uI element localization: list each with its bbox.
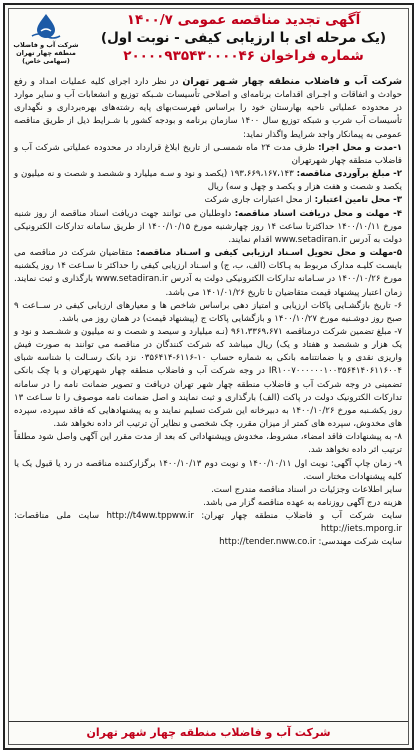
intro-lead: شرکت آب و فاضلاب منطقه چهار شـهر تهران — [182, 76, 402, 87]
item-title: ۴- مهلت و محل دریافت اسناد مناقصه: — [234, 208, 402, 219]
item-ad-cost — [14, 497, 402, 510]
notice-body — [14, 75, 402, 550]
notice-footer: شرکت آب و فاضلاب منطقه چهار شهر تهران — [9, 721, 408, 744]
item-text: سایت شرکت مهندسی: http://tender.nww.co.ir — [219, 537, 402, 548]
item-text: ۸- به پیشنهادات فاقد امضاء، مشروط، مخدوش وپیشنهاداتی که بعد از مدت مقرر این آگهی واصل شود مطلقاً ترتیب اثر داده نخواهد شد. — [14, 432, 402, 456]
item-text: از محل اعتبارات جاری شرکت — [204, 195, 315, 206]
item-2 — [14, 168, 402, 194]
intro-paragraph — [14, 75, 402, 142]
item-text: ۹- زمان چاپ آگهی: نوبت اول ۱۴۰۰/۱۰/۱۱ و نوبت دوم ۱۴۰۰/۱۰/۱۳ برگزارکننده مناقصه در رد یا قبول یک یا کلیه پیشنهادات مختار است. — [14, 458, 402, 482]
item-text: ظرف مدت ۲۴ ماه شمسـی از تاریخ ابلاغ قرارداد در محدوده عملیاتی شرکت آب و فاضلاب منطقه چهار شهرتهران — [14, 142, 402, 166]
item-text: ۶- تاریخ بازگشـایی پاکات ارزیابی و امتیاز دهی براساس شاخص ها و معیارهای ارزیابی کیفی در ســاعت ۹ صبح روز دوشـنبه مورخ ۱۴۰۰/۱۰/۲۷ و بازگشایی پاکات ج (پیشنهاد قیمت) در همان روز می باشد. — [14, 300, 402, 324]
item-5 — [14, 247, 402, 300]
item-text: سایر اطلاعات وجزئیات در اسناد مناقصه مندرج است. — [211, 484, 402, 495]
item-title: ۱-مدت و محل اجرا: — [318, 142, 403, 153]
item-title: ۳- محل تامین اعتبار: — [314, 195, 402, 206]
item-text: هزینه درج آگهی روزنامه به عهده مناقصه گزار می باشد. — [203, 498, 402, 508]
notice-header — [9, 9, 408, 71]
item-text: متقاضیان شرکت در مناقصه می بایسـت کلیـه مدارک مربوط به پـاکات (الف، ب، ج) و اسـناد ارزیابی کیفی را حداکثر تا سـاعت ۱۴ روز یکشنبه مورخ ۱۴۰۰/۱۰/۲۶ در سـامانه تدارکات الکترونیکی دولت به آدرس www.setadiran.ir بارگذاری و ثبت نمایند. زمان اعتبار پیشنهاد قیمت متقاضیان تا تاریخ ۱۴۰۱/۰۱/۲۶ می باشد. — [14, 248, 402, 298]
company-logo — [13, 13, 79, 71]
item-websites — [14, 510, 402, 536]
item-title: ۵-مهلت و محل تحویل اسـناد ارزیابی کیفی و اسـناد مناقصه: — [136, 248, 402, 259]
item-details — [14, 484, 402, 497]
item-1 — [14, 142, 402, 168]
logo-org-line1: شرکت آب و فاضلاب — [13, 41, 79, 49]
notice-title: آگهی تجدید مناقصه عمومی ۱۴۰۰/۷ — [126, 12, 361, 28]
tender-notice — [3, 3, 414, 750]
item-text: ۱۹۳،۶۶۹،۱۶۷،۱۴۳ (یکصد و نود و سـه میلیارد و ششصد و شصت و نه میلیون و یکصد و شصت و هفت هزار و یکصد و چهل و سه) ریال — [14, 169, 402, 193]
item-7 — [14, 326, 402, 431]
call-number: شماره فراخوان ۲۰۰۰۰۹۳۵۴۳۰۰۰۰۴۶ — [123, 48, 364, 64]
item-text: داوطلبان می توانند جهت دریافت اسناد مناقصه از روز شنبه مورخ ۱۴۰۰/۱۰/۱۱ حداکثرتا ساعت ۱۴ روز چهارشنبه مورخ ۱۴۰۰/۱۰/۱۵ از طریق سامانه تدارکات الکترونیکی دولت به آدرس www.setadiran.ir اقدام نمایند. — [14, 208, 403, 245]
notice-frame — [8, 8, 409, 745]
item-8 — [14, 431, 402, 457]
item-6 — [14, 300, 402, 326]
logo-org-line3: (سهامی خاص) — [22, 57, 70, 65]
item-title: ۲- مبلغ برآوردی مناقصه: — [296, 169, 402, 180]
logo-org-line2: منطقه چهار تهران — [16, 49, 76, 57]
item-9 — [14, 458, 402, 484]
intro-text: در نظر دارد اجرای کلیه عملیات امداد و رفع حوادث و اتفاقات و اجـرای اقدامات برنامه‌ای و اصلاحی تأسیسات شـبکه توزیع و انشعابات آب و سایر موارد در محدوده عملیاتی ناحیه بهارستان خود را براساس فهرست‌بهای پایه رشته‌های بهره‌برداری و نگهداری تأسیسات آب شرب و شبکه توزیع سال ۱۴۰۰ سازمان برنامه و بودجه کشور با شـرایط ذیل از طریق مناقصه عمومی به پیمانکار واجد شرایط واگذار نماید: — [14, 77, 402, 140]
item-text: سایت شرکت آب و فاضلاب منطقه چهار تهران: http://t4ww.tppww.ir سایت ملی مناقصات: http://iets.mporg.ir — [14, 511, 403, 535]
notice-titles — [85, 11, 402, 65]
notice-subtitle: (یک مرحله ای با ارزیابی کیفی - نوبت اول) — [100, 30, 387, 46]
item-text: ۷- مبلغ تضمین شرکت درمناقصه ۹۶۱،۳۳۶۹،۶۷۱ (نـه میلیارد و سیصد و شصت و نه میلیون و ششـصد و نود و یک هزار و ششصد و هفتاد و یک) ریال میباشد که شرکت کنندگان در مناقصه می توانند به صورت فیش واریزی نقدی و یا ضمانتنامه بانکی به شماره حساب ۱۰-۶۱۱۶-۰۳۵۶۴۱۴ نزد بانک رسـالت با شناسه شبای IR۱۰۰۷۰۰۰۰۰۰۱۰۰۳۵۶۴۱۴۰۶۱۱۶۰۰۴ در وجه شرکت آب و فاضلاب منطقه چهار شهرتهران و یا چک بانکی تضمینی در وجه شرکت آب و فاضلاب منطقه چهار شهر تهران دریافت و تصویر ضمانت نامه را در سامانه تدارکات الکترونیک دولت در پاکت (الف) بارگذاری و ثبت نمایند و اصل ضمانت نامه موصوف را تا سـاعت ۱۳ روز یکشـنبه مورخ ۱۴۰۰/۱۰/۲۶ به دبیرخانه این شرکت تسلیم نمایند و به پیشنهادهایی که فاقد سپرده، سپرده های مخدوش، سپرده های کمتر از میزان مقرر، چک شخصی و نظایر آن ترتیب اثر داده نخواهد شد. — [14, 326, 403, 430]
water-drop-logo-icon — [29, 13, 63, 39]
item-4 — [14, 208, 402, 247]
item-engineering-site — [14, 536, 402, 549]
item-3 — [14, 194, 402, 207]
